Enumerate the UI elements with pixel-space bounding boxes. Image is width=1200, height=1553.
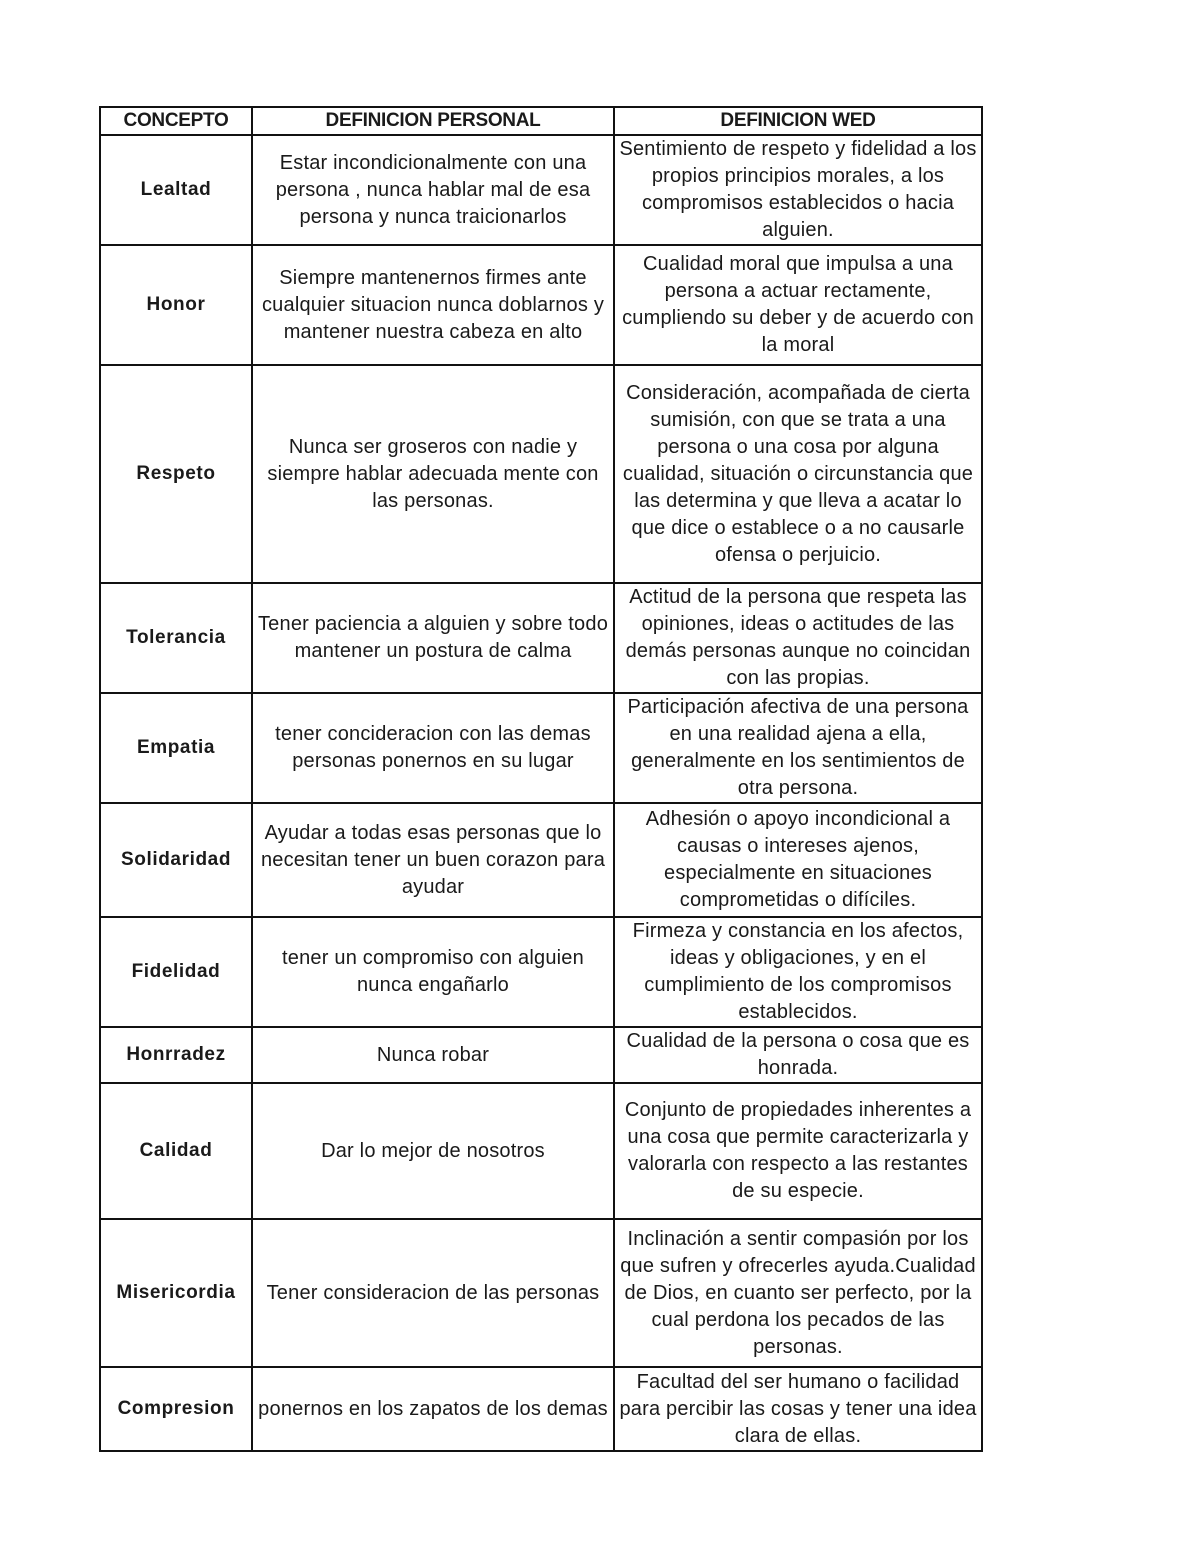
table-row [100,365,982,583]
header-concept: CONCEPTO [100,107,252,135]
web-definition-cell: Cualidad moral que impulsa a una persona a actuar rectamente, cumpliendo su deber y de acuerdo con la moral [614,245,982,365]
personal-definition-cell: tener concideracion con las demas personas ponernos en su lugar [252,693,614,803]
personal-definition-cell: Ayudar a todas esas personas que lo necesitan tener un buen corazon para ayudar [252,803,614,917]
concept-cell: Empatia [100,693,252,803]
concept-cell: Honor [100,245,252,365]
table-row [100,245,982,365]
personal-definition-cell: Estar incondicionalmente con una persona , nunca hablar mal de esa persona y nunca traicionarlos [252,135,614,245]
header-personal-definition: DEFINICION PERSONAL [252,107,614,135]
table-row [100,1367,982,1451]
personal-definition-cell: Nunca robar [252,1027,614,1083]
header-web-definition: DEFINICION WED [614,107,982,135]
table-row [100,693,982,803]
web-definition-cell: Adhesión o apoyo incondicional a causas o intereses ajenos, especialmente en situaciones comprometidas o difíciles. [614,803,982,917]
concept-cell: Tolerancia [100,583,252,693]
personal-definition-cell: tener un compromiso con alguien nunca engañarlo [252,917,614,1027]
web-definition-cell: Consideración, acompañada de cierta sumisión, con que se trata a una persona o una cosa por alguna cualidad, situación o circunstancia que las determina y que lleva a acatar lo que dice o establece o a no causarle ofensa o perjuicio. [614,365,982,583]
concepts-table [99,106,983,1452]
table-row [100,1219,982,1367]
web-definition-cell: Cualidad de la persona o cosa que es honrada. [614,1027,982,1083]
concept-cell: Misericordia [100,1219,252,1367]
table-row [100,1027,982,1083]
personal-definition-cell: Tener paciencia a alguien y sobre todo mantener un postura de calma [252,583,614,693]
document-page [99,106,981,1452]
table-header-row [100,107,982,135]
web-definition-cell: Inclinación a sentir compasión por los que sufren y ofrecerles ayuda.Cualidad de Dios, en cuanto ser perfecto, por la cual perdona los pecados de las personas. [614,1219,982,1367]
concept-cell: Solidaridad [100,803,252,917]
web-definition-cell: Facultad del ser humano o facilidad para percibir las cosas y tener una idea clara de ellas. [614,1367,982,1451]
table-row [100,135,982,245]
concept-cell: Lealtad [100,135,252,245]
web-definition-cell: Actitud de la persona que respeta las opiniones, ideas o actitudes de las demás personas aunque no coincidan con las propias. [614,583,982,693]
table-row [100,803,982,917]
table-row [100,917,982,1027]
concept-cell: Fidelidad [100,917,252,1027]
web-definition-cell: Participación afectiva de una persona en una realidad ajena a ella, generalmente en los sentimientos de otra persona. [614,693,982,803]
web-definition-cell: Conjunto de propiedades inherentes a una cosa que permite caracterizarla y valorarla con respecto a las restantes de su especie. [614,1083,982,1219]
personal-definition-cell: Tener consideracion de las personas [252,1219,614,1367]
personal-definition-cell: Dar lo mejor de nosotros [252,1083,614,1219]
concept-cell: Honrradez [100,1027,252,1083]
web-definition-cell: Firmeza y constancia en los afectos, ideas y obligaciones, y en el cumplimiento de los compromisos establecidos. [614,917,982,1027]
personal-definition-cell: Siempre mantenernos firmes ante cualquier situacion nunca doblarnos y mantener nuestra cabeza en alto [252,245,614,365]
concept-cell: Compresion [100,1367,252,1451]
personal-definition-cell: Nunca ser groseros con nadie y siempre hablar adecuada mente con las personas. [252,365,614,583]
concept-cell: Calidad [100,1083,252,1219]
web-definition-cell: Sentimiento de respeto y fidelidad a los propios principios morales, a los compromisos establecidos o hacia alguien. [614,135,982,245]
personal-definition-cell: ponernos en los zapatos de los demas [252,1367,614,1451]
table-row [100,1083,982,1219]
table-row [100,583,982,693]
concept-cell: Respeto [100,365,252,583]
